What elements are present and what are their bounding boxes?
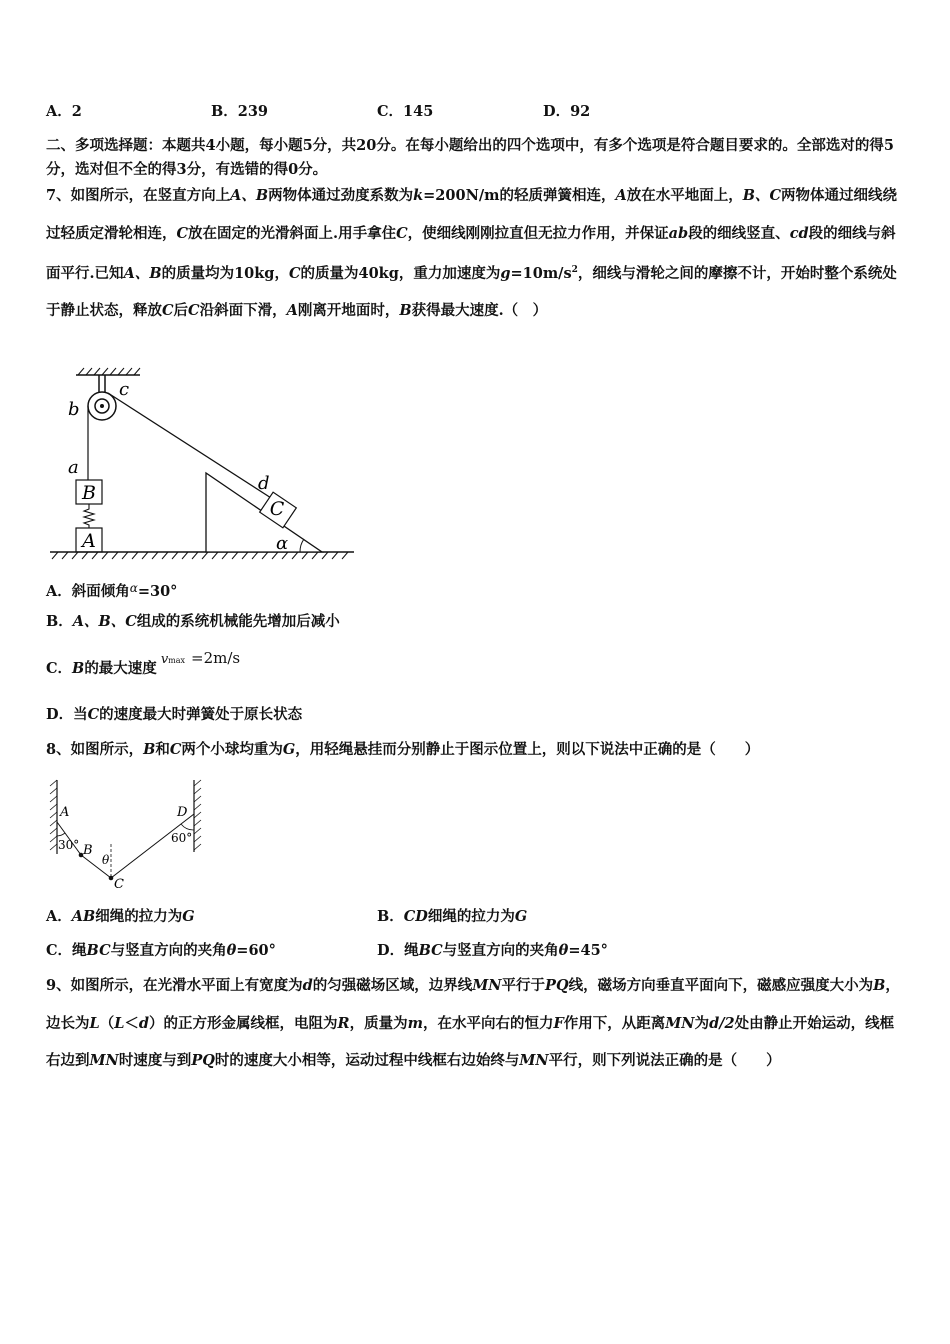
q9-stem: 9、如图所示，在光滑水平面上有宽度为d的匀强磁场区域，边界线MN平行于PQ线，磁场方向垂直平面向下，磁感应强度大小为B，边长为L（L＜d）的正方形金属线框，电阻为R，质量为m，在水平向右的恒力F作用下，从距离MN为d/2处由静止开始运动，线框右边到MN时速度与到PQ时的速度大小相等，运动过程中线框右边始终与MN平行，则下列说法正确的是（ ）	[46, 977, 900, 1069]
q8-option-d[interactable]: D．绳BC与竖直方向的夹角θ=45°	[377, 942, 608, 959]
q8-option-b[interactable]: B．CD细绳的拉力为G	[377, 908, 528, 925]
svg-text:θ: θ	[102, 853, 110, 867]
svg-text:B: B	[83, 843, 93, 858]
q7-stem: 7、如图所示，在竖直方向上A、B两物体通过劲度系数为k=200N/m的轻质弹簧相连，A放在水平地面上，B、C两物体通过细线绕过轻质定滑轮相连，C放在固定的光滑斜面上.用手拿住C，使细线刚刚拉直但无拉力作用，并保证ab段的细线竖直、cd段的细线与斜面平行.已知A、B的质量均为10kg，C的质量为40kg，重力加速度为$g=10m/s^2$，细线与滑轮之间的摩擦不计，开始时整个系统处于静止状态，释放C后C沿斜面下滑，A刚离开地面时，B获得最大速度.（ ）	[46, 187, 898, 320]
svg-text:b: b	[68, 399, 80, 420]
q6-option-d[interactable]: D．92	[543, 103, 591, 120]
q7-option-b[interactable]: B．A、B、C组成的系统机械能先增加后减小	[46, 613, 340, 630]
svg-text:A: A	[82, 530, 96, 552]
svg-text:D: D	[177, 805, 188, 820]
svg-text:A: A	[60, 805, 70, 820]
svg-text:a: a	[68, 457, 79, 478]
svg-text:B: B	[82, 482, 96, 504]
q6-option-c[interactable]: C．145	[377, 103, 434, 120]
svg-text:C: C	[114, 877, 124, 892]
q7-option-c[interactable]: C．B的最大速度vmax =2m/s	[46, 649, 241, 677]
svg-text:C: C	[269, 498, 285, 520]
q7-option-d[interactable]: D．当C的速度最大时弹簧处于原长状态	[46, 706, 303, 723]
svg-text:c: c	[119, 379, 130, 400]
q6-option-b[interactable]: B．239	[211, 103, 269, 120]
svg-text:d: d	[258, 473, 270, 494]
svg-text:60°: 60°	[171, 831, 193, 845]
q8-option-a[interactable]: A．AB细绳的拉力为G	[46, 908, 195, 925]
q7-pulley-incline-figure	[46, 365, 358, 565]
q7-option-a[interactable]: A．斜面倾角$^\alpha$=30°	[46, 581, 178, 600]
q8-hanging-balls-figure	[46, 774, 216, 892]
svg-text:30°: 30°	[58, 838, 80, 852]
section2-heading: 二、多项选择题：本题共4小题，每小题5分，共20分。在每小题给出的四个选项中，有多个选项是符合题目要求的。全部选对的得5分，选对但不全的得3分，有选错的得0分。	[46, 137, 894, 178]
q6-option-a[interactable]: A．2	[46, 103, 82, 120]
svg-text:α: α	[276, 533, 289, 554]
q8-option-c[interactable]: C．绳BC与竖直方向的夹角θ=60°	[46, 942, 276, 959]
q8-stem: 8、如图所示，B和C两个小球均重为G，用轻绳悬挂而分别静止于图示位置上，则以下说法中正确的是（ ）	[46, 741, 760, 758]
